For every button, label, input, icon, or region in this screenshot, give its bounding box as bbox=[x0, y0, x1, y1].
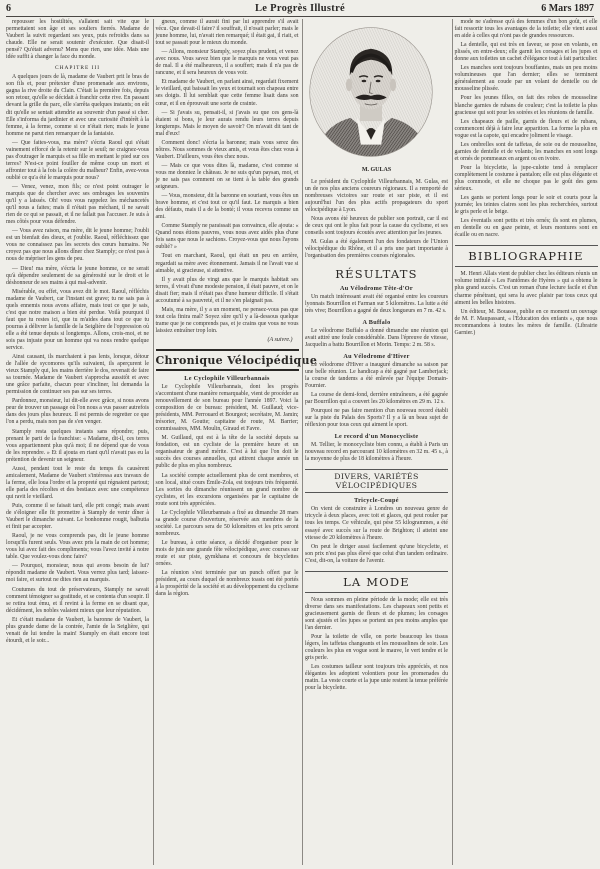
paragraph: Pour les jeunes filles, on fait des robes de mousseline blanche garnies de rubans de couleur; c'est la toilette la plus gracieuse qui soit pour les soirées et les réunions de famille. bbox=[454, 95, 598, 116]
subheading: Au Vélodrome Tête-d'Or bbox=[340, 284, 413, 292]
paragraph: mode ne s'adresse qu'à des femmes d'un bon goût, et elle fait ressortir tous les avantages de la toilette; elle vient aussi en aide à celles qui n'ont pas de grandes ressources. bbox=[454, 19, 598, 40]
paragraph: Coutumes du tout de préservateurs, Stamply ne savait comment témoigner sa gratitude, et se contenta d'un soupir. Il se retira tout ému, et il revint à la ferme en se disant que, décidément, les nobles valaient mieux que leur réputation. bbox=[6, 586, 149, 614]
paragraph: La course de demi-fond, derrière entraîneurs, a été gagnée par Bourrillon qui a couvert les 20 kilomètres en 29 m. 12 s. bbox=[305, 391, 448, 406]
page-number: 6 bbox=[6, 3, 11, 14]
bibliographie-heading: BIBLIOGRAPHIE bbox=[455, 245, 598, 267]
subheading: Tricycle-Coupé bbox=[354, 497, 399, 505]
paragraph: M. Tellier, le monocycliste bien connu, a établi à Paris un nouveau record en parcourant 10 kilomètres en 32 m. 45 s., à la moyenne de plus de 18 kilomètres à l'heure. bbox=[305, 442, 448, 463]
paragraph: Le vélodrome Buffalo a donné dimanche une réunion qui avait attiré une foule considérable. Dans l'épreuve de vitesse, Jacquelin a battu Bourrillon et Morin. Temps: 2 m. 58 s. bbox=[305, 327, 448, 348]
column-3 bbox=[305, 19, 448, 865]
chronique-velocipedique-heading: Chronique Vélocipédique bbox=[156, 349, 299, 371]
paragraph: Puis, comme il se faisait tard, elle prit congé; mais avant de s'éloigner elle fit promettre à Stamply de venir dîner à Vaubert le dimanche suivant. Le bonhomme rougit, balbutia et finit par accepter. bbox=[6, 503, 149, 531]
issue-date: 6 Mars 1897 bbox=[541, 3, 594, 14]
paragraph: Les manches sont toujours bouffantes, mais un peu moins volumineuses que l'an dernier; elles se terminent généralement au coude par un volant de dentelle ou de mousseline plissée. bbox=[454, 65, 598, 93]
paragraph: M. Gulas a été également l'un des fondateurs de l'Union vélocipédique du Rhône, et il a pris une part importante à l'organisation des premières courses régionales. bbox=[305, 239, 448, 260]
chapter-heading: CHAPITRE III bbox=[54, 65, 101, 72]
paragraph: Les ombrelles sont de taffetas, de soie ou de mousseline, garnies de dentelle et de volants; les manches en sont longs et ornés de pommeaux en argent ou en ivoire. bbox=[454, 141, 598, 162]
paragraph: La société compte actuellement plus de cent membres, et son local, situé cours Émile-Zola, est toujours très fréquenté. Les sorties du dimanche réunissent un grand nombre de cyclistes, et les excursions organisées par le capitaine de route sont très appréciées. bbox=[155, 472, 299, 507]
paragraph: Pour la toilette de ville, on porte beaucoup les tissus légers, les taffetas changeants et les mousselines de soie. Les couleurs les plus en vogue sont le mauve, le vert tendre et le gris perle. bbox=[305, 633, 448, 662]
paragraph: A quelques jours de là, madame de Vaubert prit le bras de son fils et, pour prétexter d'une promenade aux environs, gagna la rive droite du Clain. C'était la première fois, depuis son retour, qu'elle se décidait à franchir cette rive. En passant devant la grille du parc, elle s'arrêta quelques instants; on eût dit qu'elle se sentait attendrie au souvenir d'un passé si cher. Elle s'informa du jardinier et avec une curiosité d'intérêt à la femme, à la ferme, comme si ce n'était rien; mais le jeune homme ne parut rien remarquer de la fantaisie. bbox=[6, 74, 149, 137]
paragraph: Stamply resta quelques instants sans répondre; puis, prenant le parti de la franchise: « Madame, dit-il, ces terres vous appartiennent plus qu'à moi; il ne dépend que de vous de les reprendre. » Et il ajouta en riant qu'il n'avait pas eu la prétention de devenir un seigneur. bbox=[6, 428, 149, 463]
paragraph: Raoul, je ne vous comprends pas, dit le jeune homme lorsqu'ils furent seuls. Vous avez pris la main de cet homme; vous lui avez fait des compliments; vous l'avez invité à notre table. Que voulez-vous donc faire? bbox=[6, 533, 149, 561]
paragraph: Un match intéressant avait été organisé entre les coureurs lyonnais Bourrillon et Farman sur 5 kilomètres. La lutte a été très vive; Bourrillon a gagné de deux longueurs en 7 m. 42 s. bbox=[305, 293, 448, 314]
paragraph: — Vous, monsieur, dit la baronne en souriant, vous êtes un brave homme, et c'est tout ce qu'il faut. Le marquis a bien des défauts, mais il a de la bonté; il vous recevra comme un ami. bbox=[155, 193, 299, 221]
column-divider bbox=[302, 19, 303, 865]
paragraph: Il y avait plus de vingt ans que le marquis habitait ses terres, il vivait d'une modeste pension, il était pauvre, et on le disait fier; mais il n'était pas d'une humeur difficile. Il s'était accoutumé à sa pauvreté, et il ne s'en plaignait pas. bbox=[155, 276, 299, 304]
paragraph: Ainsi causant, ils marchaient à pas lents, lorsque, détour de l'allée de sycomores qu'ils suivaient, ils aperçurent le vieux Stamply qui, les mains derrière le dos, revenait de faire sa tournée. Madame de Vaubert s'approcha aussitôt et avec une grâce parfaite, chacun pour s'incliner, lui demanda la permission de continuer ses pas sur ses terres. bbox=[6, 354, 149, 396]
subheading: A Buffalo bbox=[362, 318, 391, 326]
paragraph: — Mais ce que vous dites là, madame, c'est comme si vous me donniez le château. Je ne suis qu'un paysan, moi, et je ne sais pas comment on se tient à la table des grands seigneurs. bbox=[155, 162, 299, 191]
paragraph: — Si j'avais su, pensait-il, si j'avais su que ces gens-là étaient si bons, je leur aurais rendu leurs terres depuis longtemps. Mais le moyen de savoir? On m'avait dit tant de mal d'eux! bbox=[155, 109, 299, 137]
divers-heading: DIVERS, VARIÉTÉS VÉLOCIPÉDIQUES bbox=[305, 469, 448, 493]
paragraph: M. Henri Allais vient de publier chez les éditeurs réunis un volume intitulé « Les Fantômes de Hyères » qui a obtenu le plus grand succès. C'est un roman d'une lecture facile et d'un charme pénétrant, qui sera lu avec plaisir par tous ceux qui aiment les belles histoires. bbox=[454, 271, 598, 306]
paragraph: — Pourquoi, monsieur, nous qui avons besoin de lui? répondit madame de Vaubert. Vous verrez plus tard; laissez-moi faire, et surtout ne dites rien au marquis. bbox=[6, 563, 149, 584]
subheading: Le Cyclophile Villeurbannais bbox=[184, 374, 270, 382]
la-mode-heading: LA MODE bbox=[305, 571, 448, 593]
paragraph: Le Cyclophile Villeurbannais a fixé au dimanche 28 mars sa grande course d'ouverture, réservée aux membres de la société. Le parcours sera de 50 kilomètres et les prix seront nombreux. bbox=[155, 509, 299, 537]
paragraph: — Vous avez raison, ma mère, dit le jeune homme; l'oubli est un bienfait des dieux, et j'oublie. Raoul, réfléchissez que vous ne connaissez pas les secrets des cœurs humains. Ne croyez pas que nous allons dîner chez Stamply; ce n'est pas à nous de mépriser les gens de peu. bbox=[6, 228, 149, 263]
paragraph: Nous sommes en pleine période de la mode; elle est très diverse dans ses manifestations. Les chapeaux sont petits et gracieusement garnis de fleurs et de plumes; les corsages sont ajustés et les jupes se portent un peu moins amples que l'an dernier. bbox=[305, 596, 448, 631]
paragraph: Tout en marchant, Raoul, qui était un peu en arrière, regardait sa mère avec étonnement. Jamais il ne l'avait vue si aimable, si gracieuse, si attentive. bbox=[155, 253, 299, 274]
paragraph: La dentelle, qui est très en faveur, se pose en volants, en plissés, en entre-deux; elle garnit les corsages et les jupes et donne aux toilettes un cachet d'élégance tout à fait particulier. bbox=[454, 42, 598, 63]
paragraph: Mais, ma mère, il y a un moment, ne pensez-vous pas que tout cela finira mal? Soyez sûre qu'il y a là-dessous quelque trame que je ne comprends pas, et je crains que vous ne vous laissiez entraîner trop loin. bbox=[155, 306, 299, 334]
subheading: Au Vélodrome d'Hiver bbox=[343, 352, 410, 360]
column-4 bbox=[455, 19, 598, 865]
paragraph: repousser les hostilités, s'allaient sait vite que le permettaient son âge et ses souliers fierrés. Madame de Vaubert la suivit regardant ses yeux, puis refroidis dans sa chaude. Elle ne serait soutenir d'exécuter. Que disait-il pensé? Qu'était advenu? Mens que rien, une idée. Mais une idée suffit à changer la face du monde. bbox=[6, 19, 149, 61]
paragraph: Le président du Cyclophile Villeurbannais, M. Gulas, est un de nos plus anciens coureurs régionaux. Il a remporté de nombreuses victoires sur route et sur piste, et il est aujourd'hui l'un des plus actifs propagateurs du sport vélocipédique à Lyon. bbox=[305, 179, 448, 214]
paragraph: M. Guillaud, qui est à la tête de la société depuis sa fondation, est un cycliste de la première heure et un organisateur de grand mérite. C'est à lui que l'on doit le succès des courses annuelles, qui attirent chaque année un public de plus en plus nombreux. bbox=[155, 435, 299, 470]
paragraph: Le Cyclophile Villeurbannais, dont les progrès s'accentuent d'une manière remarquable, vient de procéder au renouvellement de son bureau pour l'année 1897. Voici la composition de ce bureau: président, M. Guillaud; vice-présidents, MM. Perrouard et Bourgeot; secrétaire, M. Jamin; trésorier, M. Goutte; capitaine de route, M. Barrier; commissaires, MM. Moulin, Giraud et Favre. bbox=[155, 383, 299, 433]
portrait-caption: M. GULAS bbox=[361, 167, 392, 173]
column-divider bbox=[452, 19, 453, 865]
paragraph: Les gants se portent longs pour le soir et courts pour la journée; les teintes claires sont les plus recherchées, surtout le gris perle et le beige. bbox=[454, 195, 598, 216]
subheading: Le record d'un Monocycliste bbox=[334, 433, 419, 441]
paragraph: Les chapeaux de paille, garnis de fleurs et de rubans, commencent déjà à faire leur apparition. La forme la plus en vogue est la capote, qui encadre joliment le visage. bbox=[454, 118, 598, 139]
paragraph: — Venez, venez, mon fils; ce n'est point outrager le marquis que de chercher avec ses ombrages les souvenirs qu'il y a laissés. Oh! vous vous rappelez les méchancetés qu'il nous a faites; mais il n'était pas méchant, il ne savait rien de ce qui se passait, et il ne fallait pas l'accuser. Je suis à mes côtés pour vous défendre. bbox=[6, 183, 149, 226]
header-rule bbox=[6, 16, 594, 17]
paragraph: Et madame de Vaubert, en parlant ainsi, regardait fixement le vieillard, qui baissait les yeux et tournait son chapeau entre ses doigts. Il lui semblait que cette femme lisait dans son cœur, et il en éprouvait une sorte de crainte. bbox=[155, 79, 299, 107]
to-be-continued: (A suivre.) bbox=[267, 336, 293, 343]
paragraph: Pour la bicyclette, la jupe-culotte tend à remplacer complètement le costume à pantalon; elle est plus élégante et plus commode, et elle ne choque pas le goût des gens sérieux. bbox=[454, 164, 598, 193]
paragraph: Aussi, pendant tout le reste du temps ils causèrent amicalement, Madame de Vaubert s'intéressa aux travaux de la ferme, elle loua l'ordre et la propreté qui régnaient partout; elle parla des récoltes et des bestiaux avec une compétence qui ravit le vieillard. bbox=[6, 465, 149, 500]
paragraph: La réunion s'est terminée par un punch offert par le président, au cours duquel de nombreux toasts ont été portés à la prospérité de la société et au développement du cyclisme dans la région. bbox=[155, 570, 299, 598]
paragraph: Le vélodrome d'Hiver a inauguré dimanche sa saison par une belle réunion. Le handicap a été gagné par Lamberjack; la course de tandems a été enlevée par l'équipe Domain-Fournier. bbox=[305, 361, 448, 389]
column-divider bbox=[153, 19, 154, 865]
paragraph: Les éventails sont petits et très ornés; ils sont en plumes, en dentelle ou en gaze peinte, et leurs montures sont en écaille ou en nacre. bbox=[454, 218, 598, 239]
newspaper-title: Le Progrès Illustré bbox=[254, 3, 346, 14]
paragraph: gneux, comme il aurait fini par lui apprendre s'il avait vécu. Que devait-il faire? il souffrait, il n'osait parler; mais le jeune homme, lui, n'avait rien remarqué; il était gai, il riait, et tout se passait pour le mieux du monde. bbox=[155, 19, 299, 47]
paragraph: Le bureau, à cette séance, a décidé d'organiser pour le mois de juin une grande fête vélocipédique, avec courses sur route et sur piste, gymkhana et concours de bicyclettes ornées. bbox=[155, 539, 299, 568]
paragraph: Misérable, ou effet, vous avez dit le mot. Raoul, réfléchis madame de Vaubert, car l'instant est grave; tu ne sais pas à quels ennemis nous avons affaire, mais tout ce que je sais, c'est que notre maison a bien été perdue. Voilà pourquoi il faut que tu restes ici, que tu m'aides dans tout ce que tu pourras à délivrer la famille de la Seiglière de l'oppression où elle a été tenue depuis si longtemps. Allons, crois-moi, et ne sois pas injuste pour un homme qui va nous rendre quelque service. bbox=[6, 288, 149, 352]
paragraph: Comme Stamply ne paraissait pas convaincu, elle ajouta: « Quand nous étions pauvres, vous nous avez aidés plus d'une fois sans que nous le sachions. Croyez-vous que nous l'ayons oublié? » bbox=[155, 223, 299, 251]
page-header bbox=[6, 3, 594, 17]
paragraph: — Allons, monsieur Stamply, soyez plus prudent, et venez avec nous. Vous savez bien que le marquis ne vous veut pas de mal. Il a été malheureux, il a souffert; mais il n'a pas de rancune, et il sera heureux de vous voir. bbox=[155, 49, 299, 77]
paragraph: On peut le diriger aussi facilement qu'une bicyclette, et son prix n'est pas plus élevé que celui d'un tandem ordinaire. C'est, dit-on, la voiture de l'avenir. bbox=[305, 543, 448, 564]
paragraph: Les costumes tailleur sont toujours très appréciés, et nos élégantes les adoptent volontiers pour les promenades du matin. La veste courte et la jupe unie restent la tenue préférée pour la bicyclette. bbox=[305, 664, 448, 692]
column-2 bbox=[155, 19, 318, 865]
paragraph: Pourquoi ne pas faire mention d'un nouveau record établi sur la piste du Palais des Sports? Il y a là un beau sujet de réflexion pour tous ceux qui aiment le sport. bbox=[305, 408, 448, 429]
paragraph: — Que faites-vous, ma mère? s'écria Raoul qui s'était vainement efforcé de la retenir sur le seuil; ne craignez-vous pas d'outrager le marquis et sa fille en mettant le pied sur ces terres? N'est-ce point fouiller de même coup un mort et affronter tout à la fois la colère du malheur? Enfin, avez-vous oublié ce qu'a été le marquis pour nous? bbox=[6, 139, 149, 181]
paragraph: Un éditeur, M. Bouasse, publie en ce moment un ouvrage de M. F. Maupassant, « l'Éducation des enfants », que nous recommandons à toutes les mères de famille. (Librairie Garnier.) bbox=[454, 308, 598, 336]
column-1-feuilleton bbox=[6, 19, 149, 865]
paragraph: Nous avons été heureux de publier son portrait, car il est de ceux qui ont le plus fait pour la cause du cyclisme, et ses conseils sont toujours écoutés avec attention par les jeunes. bbox=[305, 216, 448, 237]
paragraph: Comment donc! s'écria la baronne; mais vous serez des nôtres. Nous sommes de vieux amis, et vous êtes chez vous à Vaubert. D'ailleurs, vous êtes chez nous. bbox=[155, 139, 299, 160]
paragraph: Et c'était madame de Vaubert, la baronne de Vaubert, la plus grande dame de la contrée, l'amie de la Seiglière, qui venait de lui tendre la main! Stamply en était encore tout étourdi, et le soir... bbox=[6, 616, 149, 644]
portrait-engraving bbox=[305, 25, 437, 159]
paragraph: Pardonnez, monsieur, lui dit-elle avec grâce, si nous avons peur de trouver un passage où l'on nous a vus passer autrefois dans des jours plus heureux. Il est permis de regretter ce que l'on a perdu, mais non pas de s'en venger. bbox=[6, 398, 149, 426]
resultats-heading: RÉSULTATS bbox=[335, 266, 418, 281]
paragraph: — Dieu! ma mère, s'écria le jeune homme, ce ne serait qu'à dépendre seulement de sa générosité sur le droit et le déshonneur de ses mains à qui mal-advenir. bbox=[6, 265, 149, 286]
paragraph: On vient de construire à Londres un nouveau genre de tricycle à deux places, avec toit et glaces, qui peut rouler par tous les temps. Ce véhicule, qui pèse 55 kilogrammes, a été essayé avec succès sur la route de Brighton; il atteint une vitesse de 20 kilomètres à l'heure. bbox=[305, 506, 448, 541]
